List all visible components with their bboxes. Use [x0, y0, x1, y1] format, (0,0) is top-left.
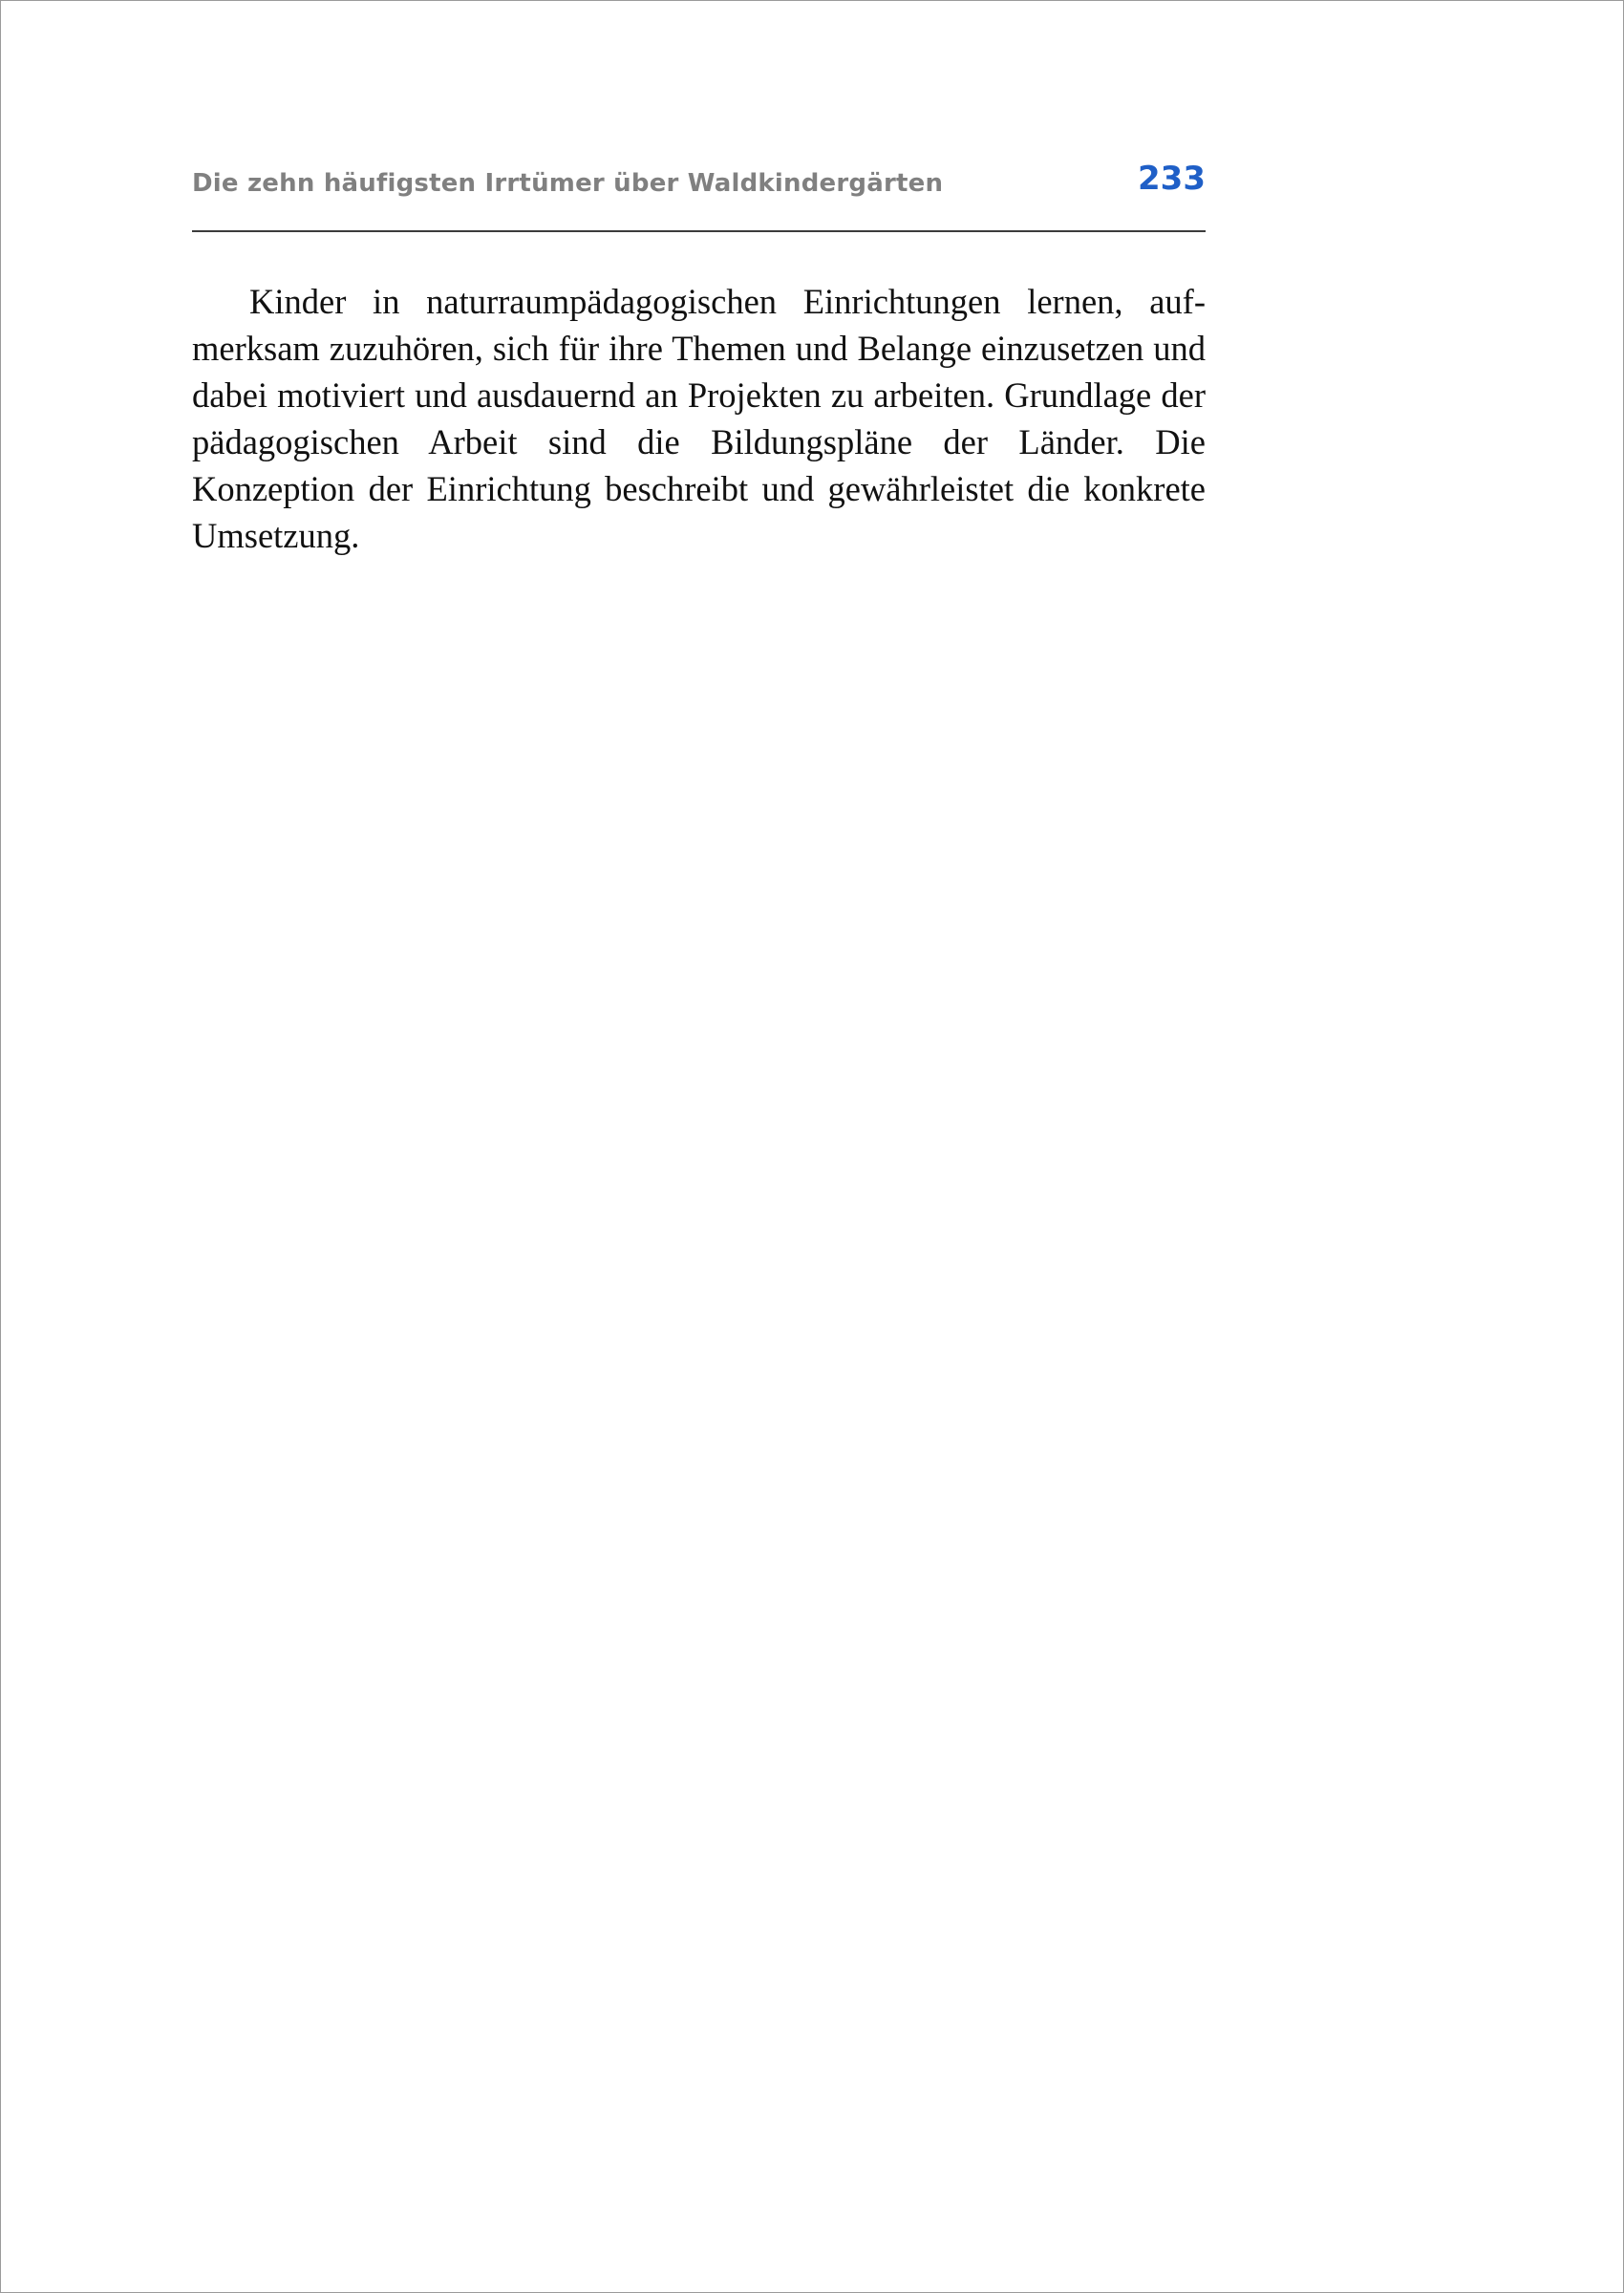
running-header-title: Die zehn häufigsten Irrtümer über Waldkindergärten [192, 169, 944, 198]
body-paragraph: Kinder in naturraumpädagogischen Einrichtungen lernen, aufmerksam zuzuhören, sich für ihre Themen und Belange einzusetzen und dabei motiviert und ausdauernd an Projekten zu arbeiten. Grundlage der pädagogischen Arbeit sind die Bildungspläne der Länder. Die Konzeption der Einrichtung beschreibt und gewährleistet die konkrete Umsetzung. [192, 282, 1206, 555]
page-number: 233 [1138, 160, 1206, 198]
running-header [192, 160, 1206, 232]
